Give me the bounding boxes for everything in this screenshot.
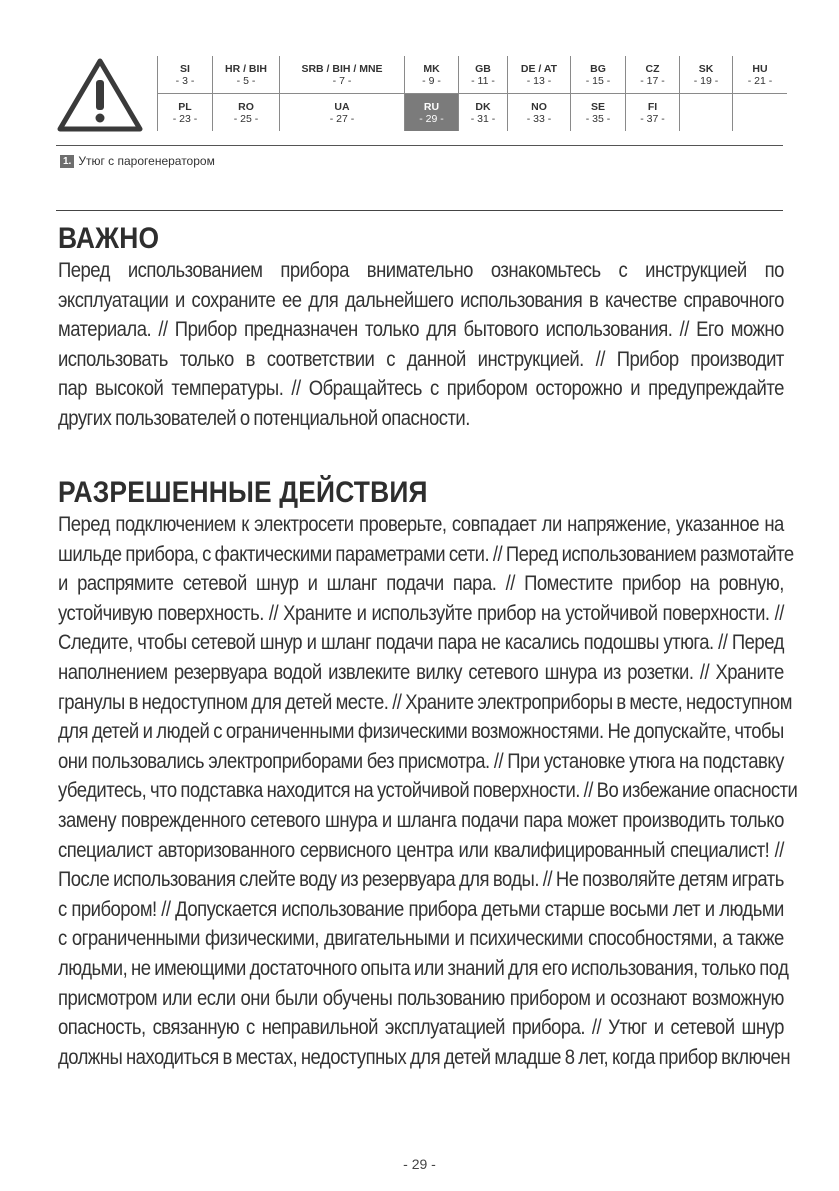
text-line: и распрямите сетевой шнур и шланг подачи пара. // Поместите прибор на ровную, <box>58 571 784 596</box>
text-line: устойчивую поверхность. // Храните и используйте прибор на устойчивой поверхности. // <box>58 600 784 625</box>
text-line: убедитесь, что подставка находится на устойчивой поверхности. // Во избежание опасности <box>58 778 798 803</box>
text-line: опасность, связанную с неправильной эксплуатацией прибора. // Утюг и сетевой шнур <box>58 1015 784 1040</box>
language-cell[interactable]: PL - 23 - <box>158 94 213 132</box>
text-line: замену поврежденного сетевого шнура и шланга подачи пара может производить только <box>58 807 784 832</box>
section-body <box>58 256 784 434</box>
language-row-2 <box>158 94 788 132</box>
language-cell[interactable]: SRB / BIH / MNE - 7 - <box>280 56 405 94</box>
language-cell-empty <box>680 94 733 132</box>
text-line: с ограниченными физическими, двигательными и психическими способностями, а также <box>58 926 784 951</box>
section-title: ВАЖНО <box>58 222 160 255</box>
language-cell[interactable]: DK - 31 - <box>459 94 508 132</box>
text-line: они пользовались электроприборами без присмотра. // При установке утюга на подставку <box>58 748 784 773</box>
language-cell[interactable]: GB - 11 - <box>459 56 508 94</box>
language-cell-empty <box>733 94 788 132</box>
text-line: материала. // Прибор предназначен только для бытового использования. // Его можно <box>58 317 784 342</box>
text-line: должны находиться в местах, недоступных для детей младше 8 лет, когда прибор включен <box>58 1044 791 1069</box>
text-line: специалист авторизованного сервисного центра или квалифицированный специалист! // <box>58 837 784 862</box>
language-index-table <box>157 56 787 131</box>
language-cell[interactable]: CZ - 17 - <box>626 56 680 94</box>
language-cell[interactable]: SK - 19 - <box>680 56 733 94</box>
text-line: После использования слейте воду из резервуара для воды. // Не позволяйте детям играть <box>58 867 784 892</box>
text-line: с прибором! // Допускается использование прибора детьми старше восьми лет и людьми <box>58 896 784 921</box>
section-permitted-actions <box>58 476 798 1072</box>
text-line: Следите, чтобы сетевой шнур и шланг подачи пара не касались подошвы утюга. // Перед <box>58 630 784 655</box>
language-cell[interactable]: MK - 9 - <box>405 56 459 94</box>
text-line: Перед использованием прибора внимательно ознакомьтесь с инструкцией по <box>58 258 784 282</box>
language-cell[interactable]: SI - 3 - <box>158 56 213 94</box>
text-line: эксплуатации и сохраните ее для дальнейшего использования в качестве справочного <box>58 287 784 312</box>
text-line: наполнением резервуара водой извлеките вилку сетевого шнура из розетки. // Храните <box>58 659 784 684</box>
text-line: Перед подключением к электросети проверьте, совпадает ли напряжение, указанное на <box>58 512 784 536</box>
warning-triangle-icon <box>56 56 144 134</box>
language-cell[interactable]: RO - 25 - <box>213 94 280 132</box>
text-line: гранулы в недоступном для детей месте. // Храните электроприборы в месте, недоступном <box>58 689 792 714</box>
text-line: других пользователей о потенциальной опасности. <box>58 405 470 430</box>
language-cell[interactable]: BG - 15 - <box>571 56 626 94</box>
text-line: использовать только в соответствии с данной инструкцией. // Прибор производит <box>58 346 784 371</box>
section-title: РАЗРЕШЕННЫЕ ДЕЙСТВИЯ <box>58 476 428 509</box>
language-cell[interactable]: FI - 37 - <box>626 94 680 132</box>
text-line: для детей и людей с ограниченными физическими возможностями. Не допускайте, чтобы <box>58 719 784 744</box>
text-line: пар высокой температуры. // Обращайтесь с прибором осторожно и предупреждайте <box>58 376 784 401</box>
section-divider <box>56 210 783 211</box>
section-body <box>58 510 798 1072</box>
product-name: Утюг с парогенератором <box>78 154 215 168</box>
product-label <box>60 154 215 168</box>
section-important <box>58 222 784 434</box>
page-number: - 29 - <box>403 1156 436 1172</box>
header-divider <box>56 145 783 146</box>
language-cell[interactable]: UA - 27 - <box>280 94 405 132</box>
language-cell-active[interactable]: RU - 29 - <box>405 94 459 132</box>
text-line: присмотром или если они были обучены пользованию прибором и осознают возможную <box>58 985 784 1010</box>
language-cell[interactable]: HR / BIH - 5 - <box>213 56 280 94</box>
language-cell[interactable]: DE / AT - 13 - <box>508 56 571 94</box>
text-line: людьми, не имеющими достаточного опыта или знаний для его использования, только под <box>58 955 789 980</box>
text-line: шильде прибора, с фактическими параметрами сети. // Перед использованием размотайте <box>58 541 794 566</box>
language-cell[interactable]: HU - 21 - <box>733 56 788 94</box>
language-row-1 <box>158 56 788 94</box>
language-cell[interactable]: NO - 33 - <box>508 94 571 132</box>
language-cell[interactable]: SE - 35 - <box>571 94 626 132</box>
product-number: 1. <box>60 155 74 168</box>
